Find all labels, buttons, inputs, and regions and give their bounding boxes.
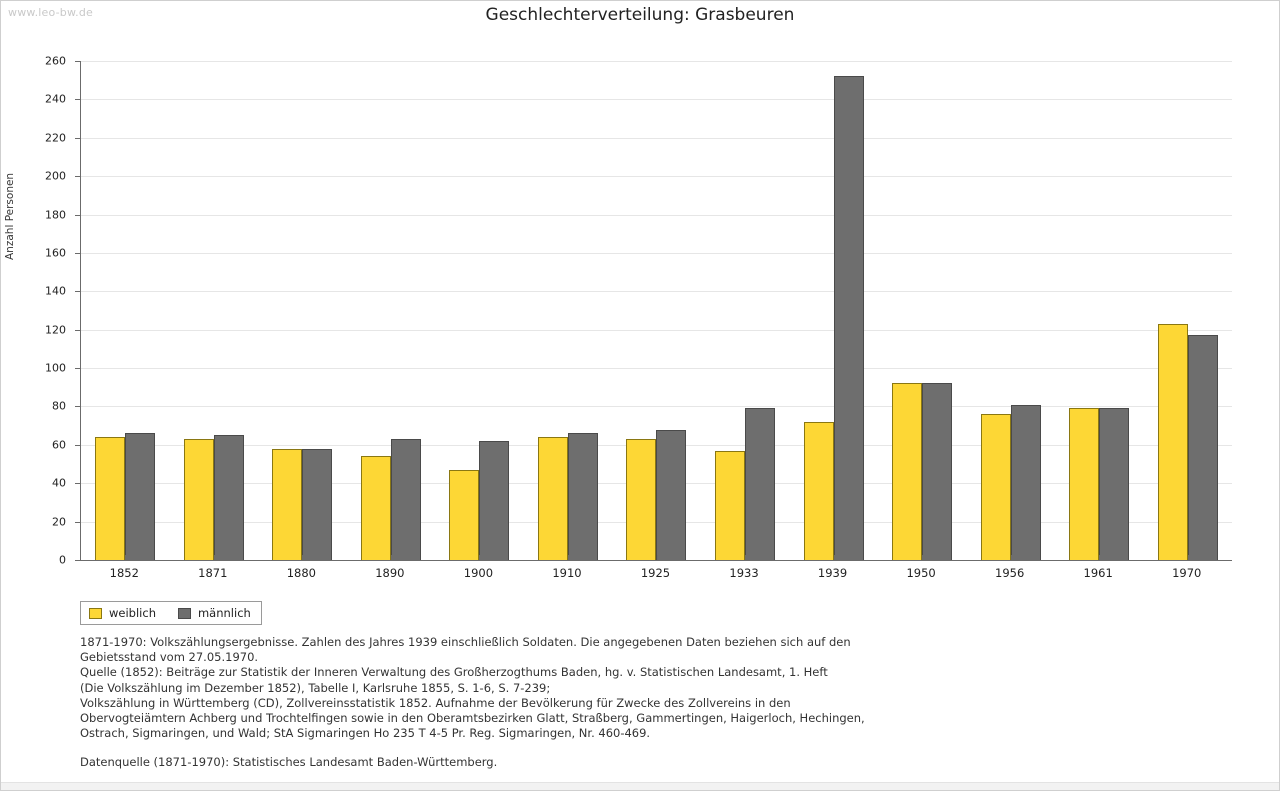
x-axis-tick-label: 1939 <box>817 566 848 580</box>
bar-männlich-1950[interactable] <box>922 383 952 560</box>
bar-group-bars <box>81 61 170 560</box>
footnote-line: Volkszählung in Württemberg (CD), Zollvereinsstatistik 1852. Aufnahme der Bevölkerung für Zwecke des Zollvereins in den <box>80 695 791 710</box>
y-axis-label: Anzahl Personen <box>4 172 16 260</box>
x-axis-tick <box>834 555 835 561</box>
y-axis-tick-labels <box>0 54 74 567</box>
x-axis-tick-label: 1961 <box>1083 566 1113 580</box>
x-axis-tick <box>479 555 480 561</box>
x-axis-tick <box>568 555 569 561</box>
footnote-block-1 <box>80 635 1200 741</box>
bar-group <box>435 61 524 560</box>
x-axis-tick-label: 1956 <box>995 566 1025 580</box>
bar-group-bars <box>789 61 878 560</box>
y-axis-tick-label: 80 <box>52 399 66 413</box>
x-axis-tick <box>922 555 923 561</box>
y-axis-tick-label: 120 <box>45 323 66 337</box>
x-axis-tick <box>125 555 126 561</box>
bar-group-bars <box>966 61 1055 560</box>
bar-group <box>1143 61 1232 560</box>
footnotes <box>80 635 1200 770</box>
bar-group <box>612 61 701 560</box>
x-axis-tick-labels <box>80 566 1232 584</box>
bar-weiblich-1890[interactable] <box>361 456 391 560</box>
x-axis-tick <box>1188 555 1189 561</box>
y-axis-tick-label: 100 <box>45 361 66 375</box>
x-axis-tick-label: 1871 <box>198 566 228 580</box>
y-axis-tick <box>75 560 81 561</box>
bar-männlich-1910[interactable] <box>568 433 598 560</box>
bar-group <box>701 61 790 560</box>
y-axis-tick-label: 20 <box>52 515 66 529</box>
bar-group <box>1055 61 1144 560</box>
bar-weiblich-1956[interactable] <box>981 414 1011 560</box>
bar-männlich-1890[interactable] <box>391 439 421 560</box>
legend-label-maennlich: männlich <box>197 606 251 620</box>
x-axis-tick <box>657 555 658 561</box>
x-axis-tick-label: 1880 <box>286 566 316 580</box>
bar-weiblich-1900[interactable] <box>449 470 479 560</box>
x-axis-tick-label: 1933 <box>729 566 759 580</box>
footnote-spacer <box>80 741 1200 755</box>
plot-area <box>80 61 1232 561</box>
footnote-line: Quelle (1852): Beiträge zur Statistik der Inneren Verwaltung des Großherzogthums Baden, hg. v. Statistischen Landesamt, 1. Heft <box>80 665 828 680</box>
bar-männlich-1925[interactable] <box>656 430 686 561</box>
x-axis-tick <box>745 555 746 561</box>
footnote-line: Ostrach, Sigmaringen, und Wald; StA Sigmaringen Ho 235 T 4-5 Pr. Reg. Sigmaringen, Nr. 460-469. <box>80 726 651 741</box>
x-axis-tick <box>391 555 392 561</box>
x-axis-tick <box>1099 555 1100 561</box>
bar-weiblich-1950[interactable] <box>892 383 922 560</box>
y-axis-tick-label: 140 <box>45 284 66 298</box>
bar-group <box>81 61 170 560</box>
bar-weiblich-1910[interactable] <box>538 437 568 560</box>
bar-weiblich-1852[interactable] <box>95 437 125 560</box>
bar-männlich-1852[interactable] <box>125 433 155 560</box>
x-axis-tick-label: 1890 <box>375 566 405 580</box>
bar-group-bars <box>435 61 524 560</box>
legend-item-maennlich[interactable] <box>178 606 251 620</box>
bar-männlich-1961[interactable] <box>1099 408 1129 560</box>
bar-weiblich-1871[interactable] <box>184 439 214 560</box>
bar-group-bars <box>258 61 347 560</box>
bar-weiblich-1961[interactable] <box>1069 408 1099 560</box>
y-axis-tick-label: 60 <box>52 438 66 452</box>
footnote-line: Gebietsstand vom 27.05.1970. <box>80 650 259 665</box>
legend-item-weiblich[interactable] <box>89 606 156 620</box>
bar-männlich-1880[interactable] <box>302 449 332 560</box>
bar-group <box>258 61 347 560</box>
x-axis-tick <box>1011 555 1012 561</box>
y-axis-tick-label: 220 <box>45 131 66 145</box>
watermark-label: www.leo-bw.de <box>8 6 94 19</box>
bar-weiblich-1939[interactable] <box>804 422 834 560</box>
x-axis-tick-label: 1910 <box>552 566 582 580</box>
bar-group-bars <box>347 61 436 560</box>
bar-group <box>347 61 436 560</box>
legend-swatch-weiblich <box>89 608 102 619</box>
page-title: Geschlechterverteilung: Grasbeuren <box>485 5 795 25</box>
bar-group <box>789 61 878 560</box>
x-axis-tick-label: 1900 <box>463 566 494 580</box>
bar-group-bars <box>701 61 790 560</box>
legend-swatch-maennlich <box>178 608 191 619</box>
bar-weiblich-1933[interactable] <box>715 451 745 560</box>
bar-group-bars <box>612 61 701 560</box>
y-axis-tick-label: 180 <box>45 208 66 222</box>
y-axis-tick-label: 0 <box>59 553 66 567</box>
bar-weiblich-1925[interactable] <box>626 439 656 560</box>
bar-group-bars <box>1143 61 1232 560</box>
bar-männlich-1939[interactable] <box>834 76 864 560</box>
y-axis-tick-label: 240 <box>45 92 66 106</box>
bar-group-bars <box>878 61 967 560</box>
bar-männlich-1970[interactable] <box>1188 335 1218 560</box>
bar-group-bars <box>524 61 613 560</box>
x-axis-tick-label: 1950 <box>906 566 936 580</box>
footnote-line: Datenquelle (1871-1970): Statistisches Landesamt Baden-Württemberg. <box>80 755 498 770</box>
legend-label-weiblich: weiblich <box>109 606 156 620</box>
window-bottom-edge <box>0 782 1280 791</box>
bar-männlich-1871[interactable] <box>214 435 244 560</box>
y-axis-tick-label: 40 <box>52 476 66 490</box>
x-axis-tick-label: 1970 <box>1172 566 1202 580</box>
bar-group-bars <box>170 61 259 560</box>
bar-männlich-1956[interactable] <box>1011 405 1041 560</box>
bar-männlich-1900[interactable] <box>479 441 509 560</box>
footnote-line: Obervogteiämtern Achberg und Trochtelfingen sowie in den Oberamtsbezirken Glatt, Straßberg, Gammertingen, Haigerloch, Hechingen, <box>80 710 865 725</box>
x-axis-tick-label: 1925 <box>640 566 671 580</box>
bar-weiblich-1880[interactable] <box>272 449 302 560</box>
x-axis-tick <box>302 555 303 561</box>
bar-group <box>170 61 259 560</box>
footnote-line: (Die Volkszählung im Dezember 1852), Tabelle I, Karlsruhe 1855, S. 1-6, S. 7-239; <box>80 680 551 695</box>
bar-group <box>966 61 1055 560</box>
bar-group-bars <box>1055 61 1144 560</box>
bar-männlich-1933[interactable] <box>745 408 775 560</box>
x-axis-tick <box>214 555 215 561</box>
y-axis-tick-label: 260 <box>45 54 66 68</box>
y-axis-tick-label: 200 <box>45 169 66 183</box>
chart-legend <box>80 601 262 625</box>
y-axis-tick-label: 160 <box>45 246 66 260</box>
bar-group <box>878 61 967 560</box>
footnote-block-2 <box>80 755 1200 770</box>
bar-weiblich-1970[interactable] <box>1158 324 1188 560</box>
x-axis-tick-label: 1852 <box>109 566 139 580</box>
footnote-line: 1871-1970: Volkszählungsergebnisse. Zahlen des Jahres 1939 einschließlich Soldaten. Die angegebenen Daten beziehen sich auf den <box>80 635 851 649</box>
bar-group <box>524 61 613 560</box>
